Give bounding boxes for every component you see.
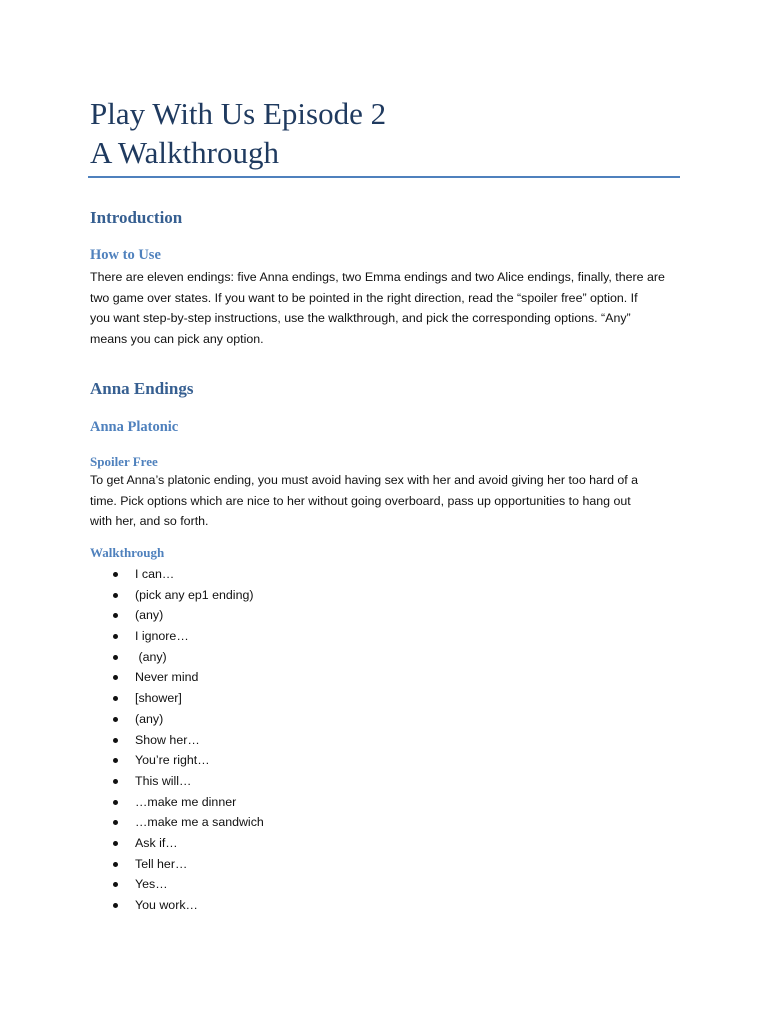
heading-anna-platonic: Anna Platonic	[90, 419, 179, 435]
bullet-icon	[113, 696, 118, 701]
how-to-use-paragraph	[90, 267, 670, 349]
bullet-icon	[113, 779, 118, 784]
list-item-text: Ask if…	[135, 835, 178, 850]
list-item	[90, 730, 264, 751]
spoiler-free-paragraph	[90, 470, 670, 532]
bullet-icon	[113, 572, 118, 577]
bullet-icon	[113, 717, 118, 722]
list-item-text: Tell her…	[135, 856, 188, 871]
paragraph-line: with her, and so forth.	[90, 514, 209, 528]
list-item	[90, 895, 264, 916]
heading-walkthrough: Walkthrough	[90, 545, 165, 560]
document-title	[90, 94, 680, 172]
heading-spoiler-free: Spoiler Free	[90, 454, 158, 469]
list-item-text: You’re right…	[135, 753, 210, 768]
list-item	[90, 874, 264, 895]
bullet-icon	[113, 738, 118, 743]
paragraph-line: means you can pick any option.	[90, 331, 264, 346]
bullet-icon	[113, 593, 118, 598]
list-item-text: I can…	[135, 567, 175, 581]
list-item	[90, 709, 264, 730]
bullet-icon	[113, 655, 118, 660]
list-item	[90, 792, 264, 813]
bullet-icon	[113, 862, 118, 867]
walkthrough-list	[90, 564, 264, 916]
bullet-icon	[113, 634, 118, 639]
bullet-icon	[113, 820, 118, 825]
title-divider	[88, 176, 680, 178]
bullet-icon	[113, 613, 118, 618]
bullet-icon	[113, 800, 118, 805]
list-item-text: Never mind	[135, 670, 199, 685]
title-line-2: A Walkthrough	[90, 135, 279, 170]
list-item	[90, 854, 264, 875]
list-item	[90, 585, 264, 606]
list-item-text: I ignore…	[135, 629, 189, 644]
list-item-text: (any)	[135, 649, 167, 664]
paragraph-line: time. Pick options which are nice to her without going overboard, pass up opportunities to hang out	[90, 493, 631, 508]
list-item-text: …make me a sandwich	[135, 815, 264, 830]
bullet-icon	[113, 882, 118, 887]
list-item-text: …make me dinner	[135, 794, 237, 809]
list-item	[90, 564, 264, 585]
list-item-text: Yes…	[135, 877, 168, 892]
list-item	[90, 667, 264, 688]
paragraph-line: you want step-by-step instructions, use the walkthrough, and pick the corresponding options. “Any”	[90, 311, 631, 325]
list-item-text: (any)	[135, 608, 164, 623]
paragraph-line: two game over states. If you want to be pointed in the right direction, read the “spoiler free” option. If	[90, 290, 638, 305]
list-item	[90, 647, 264, 668]
list-item	[90, 605, 264, 626]
list-item-text: This will…	[135, 773, 192, 788]
list-item	[90, 771, 264, 792]
paragraph-line: To get Anna’s platonic ending, you must avoid having sex with her and avoid giving her too hard of a	[90, 473, 639, 487]
list-item-text: (any)	[135, 711, 164, 726]
paragraph-line: There are eleven endings: five Anna endings, two Emma endings and two Alice endings, finally, there are	[90, 270, 665, 284]
heading-anna-endings: Anna Endings	[90, 379, 194, 398]
bullet-icon	[113, 675, 118, 680]
list-item-text: (pick any ep1 ending)	[135, 587, 254, 602]
list-item	[90, 812, 264, 833]
list-item-text: You work…	[135, 898, 198, 912]
list-item	[90, 626, 264, 647]
list-item	[90, 688, 264, 709]
bullet-icon	[113, 841, 118, 846]
bullet-icon	[113, 903, 118, 908]
list-item	[90, 750, 264, 771]
list-item-text: Show her…	[135, 732, 200, 747]
list-item-text: [shower]	[135, 691, 182, 706]
heading-introduction: Introduction	[90, 208, 183, 227]
title-line-1: Play With Us Episode 2	[90, 96, 387, 131]
bullet-icon	[113, 758, 118, 763]
list-item	[90, 833, 264, 854]
heading-how-to-use: How to Use	[90, 247, 161, 263]
